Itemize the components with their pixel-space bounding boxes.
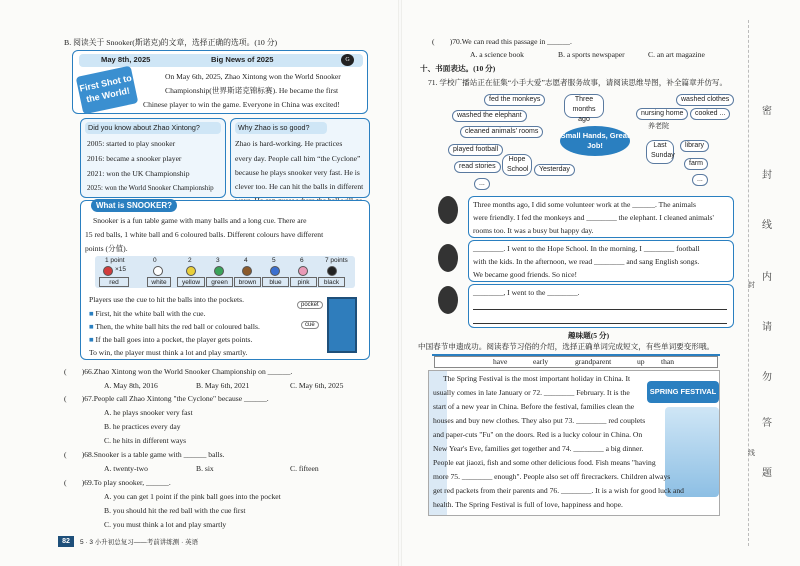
points-label-0: 1 point [105, 257, 125, 264]
pocket-label: pocket [297, 301, 323, 309]
know-line-2: 2016: became a snooker player [87, 154, 182, 163]
node-cooked: cooked ... [690, 108, 730, 120]
passage-line-6[interactable]: New Year's Eve, families get together and 74. ________ a big dinner. [433, 444, 644, 453]
know-box [80, 118, 226, 198]
passage-line-5: and paper-cuts "Fu" on the doors. Red is a lucky colour in China. On [433, 430, 643, 439]
q66 [64, 366, 292, 379]
side-char-6: 勿 [762, 372, 772, 383]
q70-opt-a[interactable]: A. a science book [470, 50, 524, 59]
section-10-title: 十、书面表达。(10 分) [420, 64, 496, 73]
page-spine [398, 0, 402, 566]
colour-brown: brown [234, 277, 261, 287]
node-library: library [680, 140, 709, 152]
story-box-3 [468, 284, 734, 328]
q67-opt-a[interactable]: A. he plays snooker very fast [104, 408, 193, 417]
why-line-2: every day. People call him “the Cyclone” [235, 154, 361, 163]
q70-opt-b[interactable]: B. a sports newspaper [558, 50, 625, 59]
fun-instruction: 中国春节申遗成功。阅读春节习俗的介绍，选择正确单词完成短文，有些单词要变形哦。 [418, 342, 715, 351]
q70-num: ( )70. [432, 37, 462, 46]
ball-pink [298, 266, 308, 276]
story2-line-2[interactable]: with the kids. In the afternoon, we read ________ and sang English songs. [473, 257, 700, 266]
node-played-football: played football [448, 144, 503, 156]
passage-line-8[interactable]: more 75. ________ enough". People also set off firecrackers. Children always [433, 472, 671, 481]
passage-line-1: The Spring Festival is the most important holiday in China. It [443, 374, 631, 383]
points-label-7: 7 points [325, 257, 348, 264]
side-char-7: 答 [762, 418, 772, 429]
side-small-2: 线 [748, 449, 755, 457]
ball-black [327, 266, 337, 276]
news-line-3: Chinese player to win the game. Everyone in China was excited! [143, 100, 340, 109]
why-title: Why Zhao is so good? [235, 122, 327, 134]
points-table [95, 256, 355, 288]
what-line-2: 15 red balls, 1 white ball and 6 coloured balls. Different colours have different [85, 230, 324, 239]
node-fed-monkeys: fed the monkeys [484, 94, 545, 106]
side-char-1: 密 [762, 106, 772, 117]
side-small-1: 封 [748, 281, 755, 289]
q68 [64, 449, 225, 462]
colour-red: red [99, 277, 129, 287]
why-box [230, 118, 370, 198]
points-label-6: 6 [300, 257, 304, 264]
ball-blue [270, 266, 280, 276]
colour-black: black [318, 277, 345, 287]
rule-line-2: ■ First, hit the white ball with the cue. [89, 309, 206, 318]
first-shot-banner: First Shot to the World! [76, 66, 139, 115]
passage-line-3: start of a new year in China. Before the festival, families clean the [433, 402, 635, 411]
story1-line-3: rooms too. It was a busy but happy day. [473, 226, 594, 235]
mind-map-center: Small Hands, Great Job! [560, 126, 630, 156]
q69-opt-a[interactable]: A. you can get 1 point if the pink ball goes into the pocket [104, 492, 281, 501]
story2-line-3: We became good friends. So nice! [473, 270, 577, 279]
ball-white [153, 266, 163, 276]
fun-title: 趣味题(5 分) [568, 331, 610, 340]
q67-opt-c[interactable]: C. he hits in different ways [104, 436, 187, 445]
side-char-4: 内 [762, 272, 772, 283]
rule-line-5: To win, the player must think a lot and play smartly. [89, 348, 248, 357]
know-title: Did you know about Zhao Xintong? [85, 122, 221, 134]
rule-line-4: ■ If the ball goes into a pocket, the player gets points. [89, 335, 253, 344]
what-line-1: Snooker is a fun table game with many balls and a long cue. There are [93, 216, 307, 225]
q68-opt-b[interactable]: B. six [196, 464, 214, 473]
story-box-1 [468, 196, 734, 238]
kid-avatar-3 [438, 286, 458, 314]
points-label-3: 3 [216, 257, 220, 264]
section-title-b: B. 阅读关于 Snooker(斯诺克)的文章，选择正确的选项。(10 分) [64, 38, 278, 47]
rule-text-4: If the ball goes into a pocket, the player gets points. [95, 335, 253, 344]
q69-opt-b[interactable]: B. you should hit the red ball with the cue first [104, 506, 246, 515]
rule-line-1: Players use the cue to hit the balls into the pockets. [89, 295, 245, 304]
word-up: up [637, 357, 645, 366]
kid-avatar-1 [438, 196, 458, 224]
what-box [80, 200, 370, 360]
mind-map [444, 90, 734, 190]
passage-line-2[interactable]: usually comes in late January or 72. ________ February. It is the [433, 388, 630, 397]
colour-green: green [206, 277, 233, 287]
q69 [64, 477, 171, 490]
why-line-1: Zhao is hard-working. He practices [235, 139, 343, 148]
node-yesterday: Yesterday [534, 164, 575, 176]
node-left-more: ... [474, 178, 490, 190]
points-label-2: 2 [188, 257, 192, 264]
node-last-sunday: Last Sunday [646, 140, 674, 164]
story2-line-1[interactable]: ________. I went to the Hope School. In the morning, I ________ football [473, 244, 700, 253]
q67-opt-b[interactable]: B. he practices every day [104, 422, 181, 431]
points-label-4: 4 [244, 257, 248, 264]
q66-opt-a[interactable]: A. May 8th, 2016 [104, 381, 158, 390]
side-char-2: 封 [762, 170, 772, 181]
news-headline: Big News of 2025 [211, 55, 274, 64]
q69-text: To play snooker, ______. [93, 478, 171, 487]
q66-opt-b[interactable]: B. May 6th, 2021 [196, 381, 250, 390]
q69-opt-c[interactable]: C. you must think a lot and play smartly [104, 520, 227, 529]
story3-line-1[interactable]: ________, I went to the ________. [473, 288, 580, 297]
node-hope-school: Hope School [502, 154, 532, 176]
word-grandparent: grandparent [575, 357, 612, 366]
colour-white: white [147, 277, 171, 287]
why-line-3: because he plays snooker very fast. He is [235, 168, 360, 177]
word-have: have [493, 357, 508, 366]
node-nursing-home-cn: 养老院 [648, 122, 669, 130]
rule-text-2: First, hit the white ball with the cue. [95, 309, 206, 318]
story1-line-2: were friendly. I fed the monkeys and ________ the elephant. I cleaned animals' [473, 213, 714, 222]
q67 [64, 393, 269, 406]
passage-line-4[interactable]: houses and buy new clothes. They also put 73. ________ red couplets [433, 416, 646, 425]
spring-festival-label: SPRING FESTIVAL [647, 381, 719, 403]
q68-opt-a[interactable]: A. twenty-two [104, 464, 148, 473]
node-cleaned-rooms: cleaned animals' rooms [460, 126, 543, 138]
know-line-4: 2025: won the World Snooker Championship [87, 184, 214, 192]
news-line-2: Championship(世界斯诺克锦标赛). He became the first [165, 86, 339, 95]
node-right-more: ... [692, 174, 708, 186]
news-line-1: On May 6th, 2025, Zhao Xintong won the World Snooker [165, 72, 341, 81]
news-date: May 8th, 2025 [101, 55, 151, 64]
node-washed-elephant: washed the elephant [452, 110, 527, 122]
passage-line-7: People eat jiaozi, fish and some other delicious food. Fish means "having [433, 458, 656, 467]
cue-label: cue [301, 321, 319, 329]
node-three-months: Three months ago [564, 94, 604, 118]
points-label-1: 0 [153, 257, 157, 264]
rule-text-3: Then, the white ball hits the red ball or coloured balls. [95, 322, 260, 331]
side-char-5: 请 [762, 322, 772, 333]
news-box [72, 50, 368, 114]
word-bank [434, 356, 718, 368]
know-line-3: 2021: won the UK Championship [87, 169, 190, 178]
q67-num: ( )67. [64, 394, 94, 403]
points-label-5: 5 [272, 257, 276, 264]
node-farm: farm [684, 158, 708, 170]
passage-line-10: health. The Spring Festival is full of love, happiness and hope. [433, 500, 623, 509]
word-than: than [661, 357, 675, 366]
q66-opt-c[interactable]: C. May 6th, 2025 [290, 381, 344, 390]
node-read-stories: read stories [454, 161, 501, 173]
colour-blue: blue [262, 277, 289, 287]
q69-num: ( )69. [64, 478, 94, 487]
q70-text: We can read this passage in ______. [461, 37, 572, 46]
colour-yellow: yellow [177, 277, 205, 287]
news-badge: G [341, 54, 354, 66]
story1-line-1: Three months ago, I did some volunteer work at the ______. The animals [473, 200, 696, 209]
ball-yellow [186, 266, 196, 276]
node-nursing-home: nursing home [636, 108, 688, 120]
footer-text: 5 · 3 小升初总复习——考前讲练测 · 英语 [80, 539, 199, 546]
q68-text: Snooker is a table game with ______ balls. [93, 450, 225, 459]
node-washed-clothes: washed clothes [676, 94, 734, 106]
know-line-1: 2005: started to play snooker [87, 139, 176, 148]
passage-box [428, 370, 720, 516]
q70-opt-c[interactable]: C. an art magazine [648, 50, 705, 59]
q66-text: Zhao Xintong won the World Snooker Championship on ______. [93, 367, 293, 376]
colour-pink: pink [290, 277, 317, 287]
what-title: What is SNOOKER? [91, 199, 177, 212]
ball-green [214, 266, 224, 276]
passage-line-9[interactable]: get red packets from their parents and 76. ________. It is a wish for good luck and [433, 486, 684, 495]
q71-instruction: 71. 学校广播站正在征集“小手大爱”志愿者服务故事，请阅读思维导图，补全篇章并仿写。 [428, 78, 728, 87]
why-line-4: clever too. He can hit the balls in different [235, 182, 364, 191]
ball-brown [242, 266, 252, 276]
writing-line-2[interactable] [473, 323, 727, 324]
multiplier: ×15 [115, 266, 127, 273]
word-early: early [533, 357, 549, 366]
q66-num: ( )66. [64, 367, 94, 376]
side-char-3: 线 [762, 220, 772, 231]
q68-opt-c[interactable]: C. fifteen [290, 464, 319, 473]
story-box-2 [468, 240, 734, 282]
rule-line-3: ■ Then, the white ball hits the red ball or coloured balls. [89, 322, 260, 331]
kid-avatar-2 [438, 244, 458, 272]
page-number: 82 [58, 536, 74, 547]
q70 [432, 36, 572, 49]
ball-red [103, 266, 113, 276]
snooker-table-illustration [327, 297, 357, 353]
what-line-3: points (分值). [85, 244, 128, 253]
q67-text: People call Zhao Xintong "the Cyclone" because ______. [93, 394, 269, 403]
side-char-8: 题 [762, 468, 772, 479]
writing-line-1[interactable] [473, 309, 727, 310]
q68-num: ( )68. [64, 450, 94, 459]
